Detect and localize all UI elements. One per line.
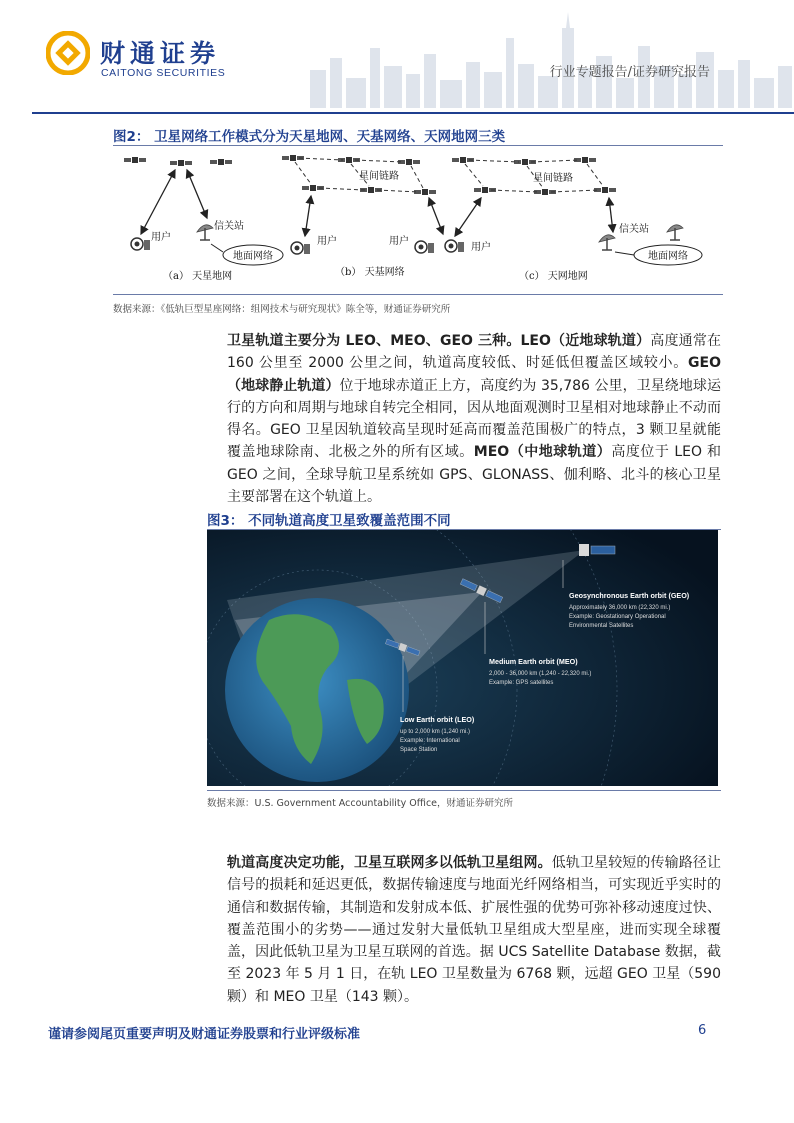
leo-line3: Space Station [400, 747, 438, 753]
satellite-icon [170, 160, 192, 166]
figure-3-divider [207, 790, 721, 791]
orbit-types-paragraph [227, 330, 721, 508]
user-label: 用户 [471, 242, 491, 253]
user-label: 用户 [151, 232, 171, 243]
panel-c-space-ground-network [445, 157, 702, 282]
gateway-dish-icon [667, 225, 683, 240]
figure-2-title: 图2： 卫星网络工作模式分为天星地网、天基网络、天网地网三类 [113, 125, 723, 146]
panel-a-sky-satellite-ground-network [124, 157, 283, 282]
gateway-dish-icon [197, 225, 213, 240]
satellite-icon [594, 187, 616, 193]
caption-b: （b） 天基网络 [335, 267, 405, 278]
user-label: 用户 [389, 236, 409, 247]
leo-line1: up to 2,000 km (1,240 mi.) [400, 729, 471, 735]
page-number: 6 [698, 1023, 707, 1038]
city-skyline-graphic [300, 8, 794, 108]
figure-3-source: 数据来源：U.S. Government Accountability Office，财通证券研究所 [207, 798, 514, 809]
gateway-label: 信关站 [619, 224, 649, 235]
ground-network-label: 地面网络 [648, 251, 688, 262]
satellite-icon [398, 159, 420, 165]
paragraph-2-text: 低轨卫星较短的传输路径让信号的损耗和延迟更低，数据传输速度与地面光纤网络相当，可实现近乎实时的通信和数据传输，其制造和发射成本低、扩展性强的优势可弥补移动速度过快、覆盖范围小的劣势——通过发射大量低轨卫星组成大型星座，进而实现全球覆盖，因此低轨卫星为卫星互联网的首选。据 UCS Satellite Database 数据，截至 2023 年 5 月 1 日，在轨 LEO 卫星数量为 6768 颗，远超 GEO 卫星（590 颗）和 MEO 卫星（143 颗）。 [227, 855, 722, 1005]
meo-line2: Example: GPS satellites [489, 680, 554, 686]
gateway-label: 信关站 [214, 221, 244, 232]
paragraph-2-lead: 轨道高度决定功能，卫星互联网多以低轨卫星组网。 [227, 855, 552, 871]
meo-name: Medium Earth orbit (MEO) [489, 657, 578, 666]
geo-line3: Environmental Satellites [569, 623, 634, 629]
brand-name-cn: 财通证券 [100, 39, 221, 68]
caitong-logo-icon [46, 31, 90, 75]
report-type-label: 行业专题报告/证券研究报告 [549, 65, 710, 80]
geo-line1: Approximately 36,000 km (22,320 mi.) [569, 605, 671, 611]
figure-3-orbit-coverage-image [207, 530, 718, 786]
isl-label: 星间链路 [359, 171, 399, 182]
leo-line2: Example: International [400, 738, 460, 744]
ground-network-label: 地面网络 [233, 251, 273, 262]
leo-internet-paragraph [227, 852, 721, 1008]
user-terminal-icon [415, 241, 434, 253]
geo-text: 位于地球赤道正上方，高度约为 35,786 公里，卫星绕地球运行的方向和周期与地球自转完全相同，因从地面观测时卫星相对地球静止不动而得名。GEO 卫星因轨道较高呈现时延高而覆盖范围极广的特点，3 颗卫星就能覆盖地球除南、北极之外的所有区域。 [227, 377, 721, 461]
isl-label: 星间链路 [533, 173, 573, 184]
brand-name-en: CAITONG SECURITIES [101, 67, 226, 79]
footer-disclaimer-link[interactable]: 谨请参阅尾页重要声明及财通证券股票和行业评级标准 [48, 1027, 361, 1042]
figure-2-source: 数据来源：《低轨巨型星座网络：组网技术与研究现状》陈全等，财通证券研究所 [113, 304, 451, 315]
satellite-icon [414, 189, 436, 195]
user-terminal-icon [131, 238, 150, 250]
figure-3-title: 图3： 不同轨道高度卫星致覆盖范围不同 [207, 509, 721, 530]
user-terminal-icon [445, 240, 464, 252]
caption-a: （a） 天星地网 [163, 271, 233, 282]
figure-2-divider [113, 294, 723, 295]
geo-name: Geosynchronous Earth orbit (GEO) [569, 591, 690, 600]
meo-line1: 2,000 - 36,000 km (1,240 - 22,320 mi.) [489, 671, 592, 677]
geo-lead: GEO（地球静止轨道） [227, 355, 721, 394]
geo-satellite-icon [579, 544, 615, 556]
user-terminal-icon [291, 242, 310, 254]
leo-name: Low Earth orbit (LEO) [400, 715, 475, 724]
satellite-icon [574, 157, 596, 163]
header-divider [32, 112, 794, 114]
panel-b-space-based-network [282, 155, 443, 278]
satellite-icon [124, 157, 146, 163]
geo-line2: Example: Geostationary Operational [569, 614, 666, 620]
gateway-dish-icon [599, 235, 615, 250]
satellite-icon [210, 159, 232, 165]
caption-c: （c） 天网地网 [519, 271, 588, 282]
leo-text: 高度通常在 160 公里至 2000 公里之间，轨道高度较低、时延低但覆盖区域较小。 [227, 333, 722, 372]
user-label: 用户 [317, 236, 337, 247]
meo-text: 高度位于 LEO 和 GEO 之间，全球导航卫星系统如 GPS、GLONASS、伽利略、北斗的核心卫星主要部署在这个轨道上。 [227, 444, 721, 506]
leo-lead: 卫星轨道主要分为 LEO、MEO、GEO 三种。LEO（近地球轨道） [227, 333, 651, 349]
meo-lead: MEO（中地球轨道） [473, 444, 612, 461]
figure-2-network-modes-diagram [113, 148, 723, 290]
